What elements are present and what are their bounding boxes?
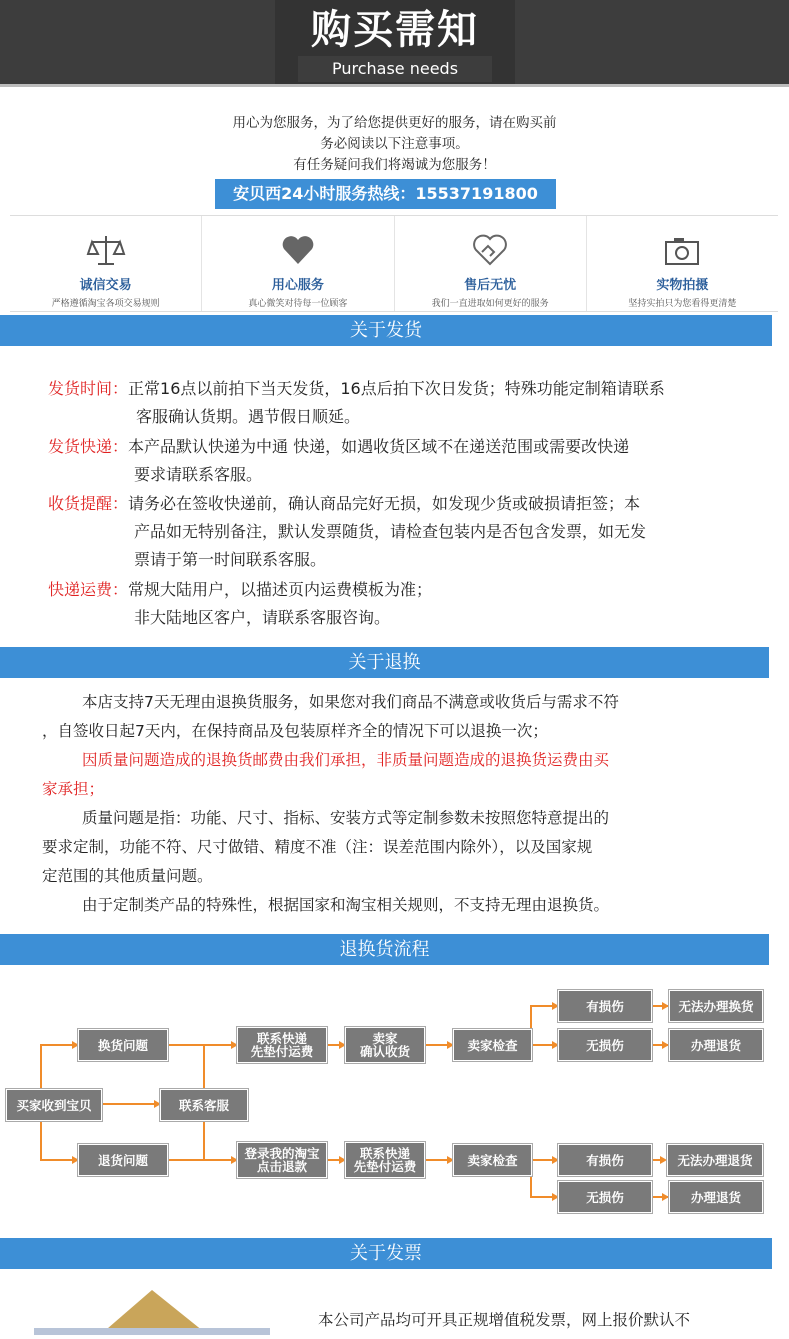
returns-p4: 由于定制类产品的特殊性，根据国家和淘宝相关规则，不支持无理由退换货。 [82, 896, 610, 914]
flow-line: 联系快递 [359, 1146, 410, 1161]
feature-title: 诚信交易 [79, 278, 132, 293]
hotline-banner: 安贝西24小时服务热线：15537191800 [215, 179, 556, 209]
shipping-receive-label: 收货提醒： [48, 494, 129, 513]
feature-integrity [10, 216, 202, 311]
section-header-flow: 退换货流程 [0, 934, 769, 965]
return-flow-diagram [0, 975, 789, 1220]
flow-do-return-1: 办理退货 [669, 1029, 763, 1061]
scale-icon [10, 230, 201, 270]
shipping-time [48, 375, 665, 402]
flow-seller-confirm [345, 1027, 425, 1063]
shipping-time-cont: 客服确认货期。遇节假日顺延。 [136, 407, 361, 426]
feature-real-photo [587, 216, 778, 311]
returns-p1a: 本店支持7天无理由退换货服务，如果您对我们商品不满意或收货后与需求不符 [82, 693, 619, 711]
shipping-time-text: 正常16点以前拍下当天发货，16点后拍下次日发货；特殊功能定制箱请联系 [128, 379, 665, 398]
intro-line-2: 务必阅读以下注意事项。 [320, 136, 469, 152]
flow-exchange-issue: 换货问题 [78, 1029, 168, 1061]
flow-buyer-received: 买家收到宝贝 [6, 1089, 102, 1121]
returns-p2a: 因质量问题造成的退换货邮费由我们承担，非质量问题造成的退换货运费由买 [82, 751, 610, 769]
flow-undamaged-return: 无损伤 [558, 1181, 652, 1213]
intro-line-1: 用心为您服务，为了给您提供更好的服务，请在购买前 [232, 115, 557, 131]
page-subtitle: Purchase needs [298, 56, 492, 82]
heart-icon [202, 230, 393, 270]
feature-sub: 严格遵循淘宝各项交易规则 [51, 299, 160, 309]
returns-p3c: 定范围的其他质量问题。 [42, 867, 213, 885]
feature-service [202, 216, 394, 311]
section-header-returns: 关于退换 [0, 647, 769, 678]
camera-icon [587, 230, 778, 270]
returns-p3b: 要求定制，功能不符、尺寸做错、精度不准（注：误差范围内除外），以及国家规 [42, 838, 593, 856]
shipping-receive-text: 请务必在签收快递前，确认商品完好无损，如发现少货或破损请拒签；本 [128, 494, 641, 513]
shipping-fee-text: 常规大陆用户，以描述页内运费模板为准； [128, 580, 433, 599]
shipping-fee-cont: 非大陆地区客户，请联系客服咨询。 [134, 608, 391, 627]
flow-line: 联系快递 [256, 1031, 307, 1046]
shipping-receive-cont-2: 票请于第一时间联系客服。 [134, 550, 327, 569]
flow-do-return-2: 办理退货 [669, 1181, 763, 1213]
returns-p1b: ，自签收日起7天内，在保持商品及包装原样齐全的情况下可以退换一次； [42, 722, 548, 740]
feature-sub: 真心微笑对待每一位顾客 [248, 299, 348, 309]
flow-login-taobao [237, 1142, 327, 1178]
feature-sub: 我们一直进取如何更好的服务 [431, 299, 549, 309]
flow-undamaged-exchange: 无损伤 [558, 1029, 652, 1061]
shipping-time-label: 发货时间： [48, 379, 129, 398]
flow-damaged-return: 有损伤 [558, 1144, 652, 1176]
shipping-receive-cont-1: 产品如无特别备注，默认发票随货，请检查包装内是否包含发票，如无发 [134, 522, 647, 541]
feature-sub: 坚持实拍只为您看得更清楚 [628, 299, 737, 309]
flow-line: 确认收货 [359, 1044, 410, 1059]
flow-seller-check-return: 卖家检查 [453, 1144, 532, 1176]
returns-p2b: 家承担； [42, 780, 105, 798]
shipping-courier-cont: 要求请联系客服。 [134, 465, 263, 484]
feature-title: 用心服务 [271, 278, 324, 293]
feature-title: 售后无忧 [464, 278, 517, 293]
returns-p3a: 质量问题是指：功能、尺寸、指标、安装方式等定制参数未按照您特意提出的 [82, 809, 610, 827]
handshake-icon [395, 230, 586, 270]
shipping-courier [48, 433, 629, 460]
invoice-text: 本公司产品均可开具正规增值税发票，网上报价默认不 [318, 1311, 691, 1329]
flow-return-ship-first [345, 1142, 425, 1178]
page-title: 购买需知 [311, 7, 479, 53]
shipping-courier-label: 发货快递： [48, 437, 129, 456]
flow-line: 先垫付运费 [250, 1044, 314, 1059]
section-header-invoice: 关于发票 [0, 1238, 772, 1269]
intro-line-3: 有任务疑问我们将竭诚为您服务！ [293, 157, 496, 173]
flow-contact-service: 联系客服 [160, 1089, 248, 1121]
flow-return-issue: 退货问题 [78, 1144, 168, 1176]
feature-title: 实物拍摄 [656, 278, 709, 293]
flow-line: 点击退款 [256, 1159, 307, 1174]
flow-no-return: 无法办理退货 [667, 1144, 763, 1176]
feature-aftersale [395, 216, 587, 311]
flow-line: 登录我的淘宝 [244, 1146, 320, 1161]
shipping-courier-text: 本产品默认快递为中通 快递，如遇收货区域不在递送范围或需要改快递 [128, 437, 630, 456]
section-header-shipping: 关于发货 [0, 315, 772, 346]
flow-exchange-ship-first [237, 1027, 327, 1063]
flow-damaged-exchange: 有损伤 [558, 990, 652, 1022]
feature-row [10, 215, 778, 312]
shipping-fee [48, 576, 432, 603]
invoice-envelope-image [30, 1288, 275, 1335]
shipping-fee-label: 快递运费： [48, 580, 129, 599]
flow-seller-check-exchange: 卖家检查 [453, 1029, 532, 1061]
flow-line: 先垫付运费 [353, 1159, 417, 1174]
shipping-receive [48, 490, 640, 517]
flow-no-exchange: 无法办理换货 [669, 990, 763, 1022]
flow-line: 卖家 [372, 1031, 398, 1046]
